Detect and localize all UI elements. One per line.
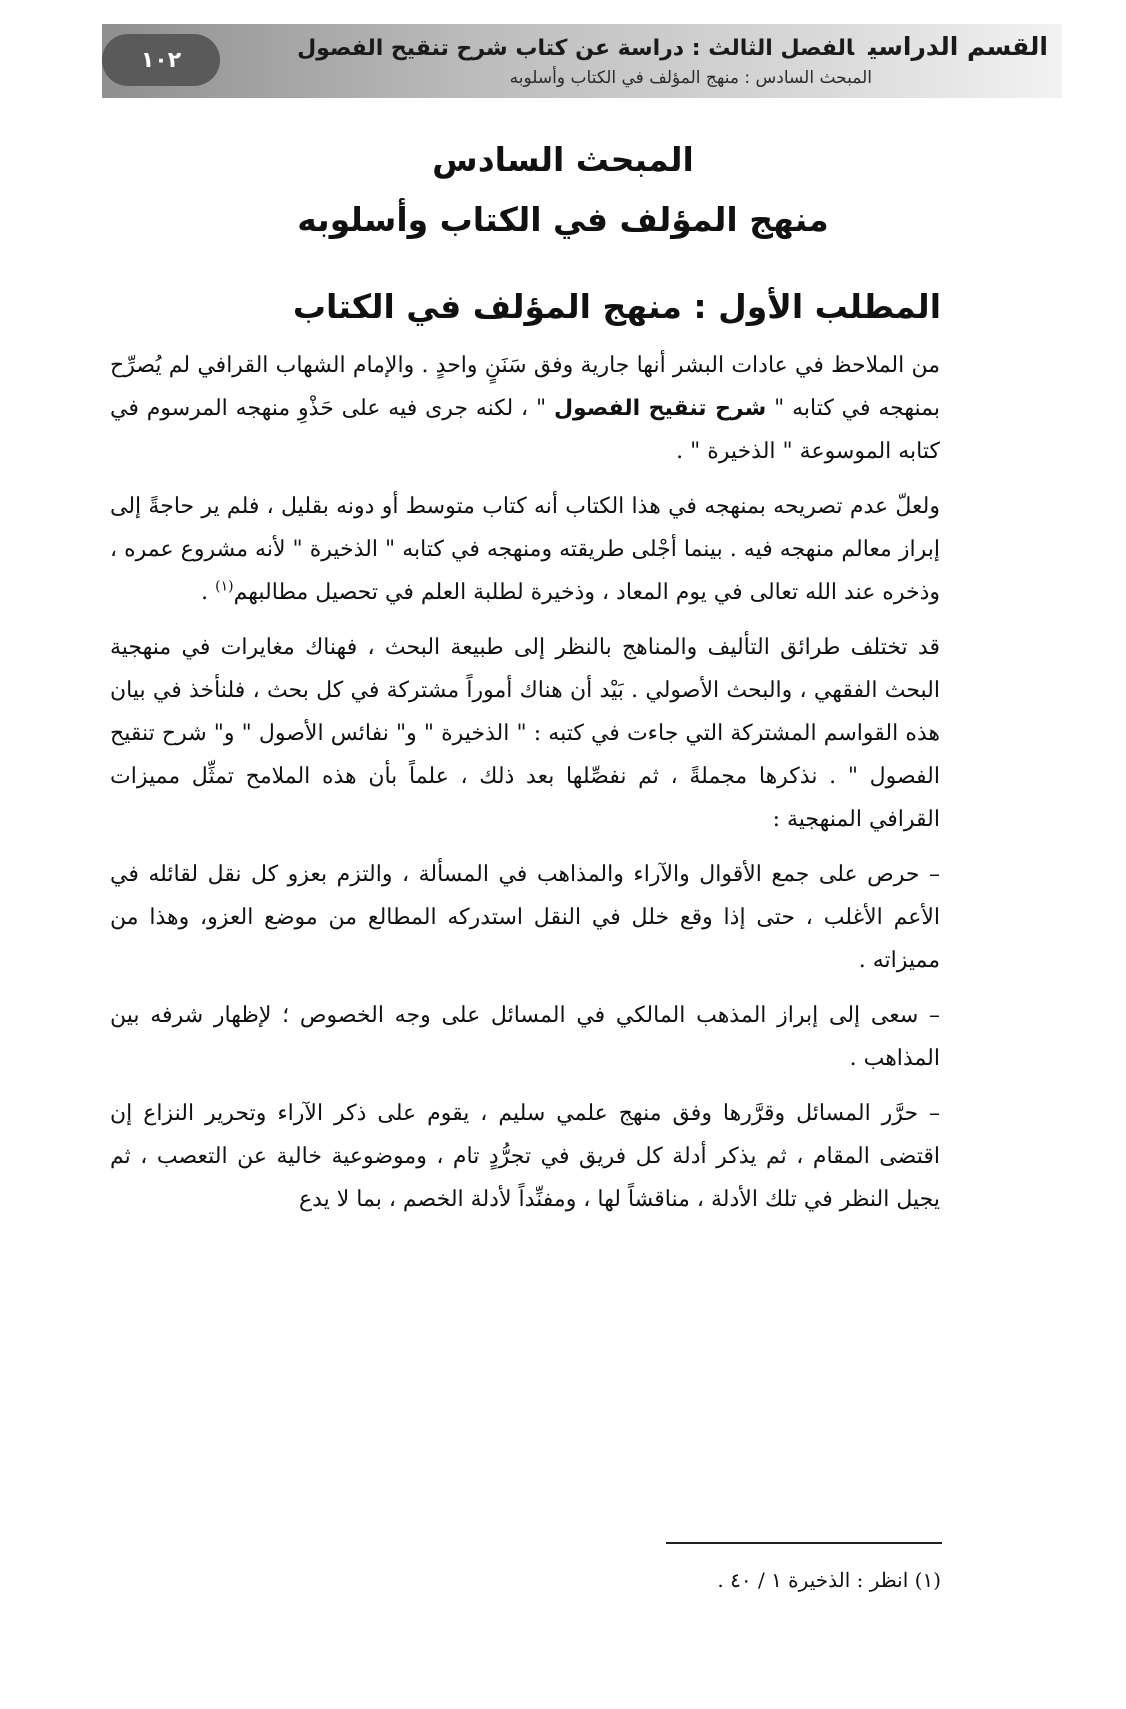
- running-header: [102, 24, 1062, 98]
- footnote-divider: [666, 1542, 942, 1544]
- bullet-item-1: – حرص على جمع الأقوال والآراء والمذاهب في المسألة ، والتزم بعزو كل نقل لقائله في الأعم الأغلب ، حتى إذا وقع خلل في النقل استدركه المطالع من موضع العزو، وهذا من مميزاته .: [110, 862, 940, 973]
- book-title-emphasis: شرح تنقيح الفصول: [553, 396, 767, 421]
- section-heading: المطلب الأول : منهج المؤلف في الكتاب: [292, 287, 941, 326]
- paragraph-3: قد تختلف طرائق التأليف والمناهج بالنظر إلى طبيعة البحث ، فهناك مغايرات في منهجية البحث الفقهي ، والبحث الأصولي . بَيْد أن هناك أموراً مشتركة في كل بحث ، فلنأخذ في بيان هذه القواسم المشتركة التي جاءت في كتبه : " الذخيرة " و" نفائس الأصول " و" شرح تنقيح الفصول " . نذكرها مجملةً ، ثم نفصِّلها بعد ذلك ، علماً بأن هذه الملامح تمثِّل مميزات القرافي المنهجية :: [110, 635, 940, 832]
- paragraph-2-text-b: .: [201, 580, 216, 605]
- chapter-title: المبحث السادس: [432, 140, 694, 179]
- paragraph-2-text-a: ولعلّ عدم تصريحه بمنهجه في هذا الكتاب أنه كتاب متوسط أو دونه بقليل ، فلم ير حاجةً إلى إبراز معالم منهجه فيه . بينما أجْلى طريقته ومنهجه في كتابه " الذخيرة " لأنه مشروع عمره ، وذخره عند الله تعالى في يوم المعاد ، وذخيرة لطلبة العلم في تحصيل مطالبهم: [110, 494, 940, 605]
- header-section: القسم الدراسي: [868, 32, 1048, 61]
- paragraph-1-text-a: من الملاحظ في عادات البشر أنها جارية وفق سَنَنٍ واحدٍ . والإمام الشهاب القرافي لم يُصرِّح بمنهجه في كتابه ": [110, 353, 940, 421]
- header-title-line: [297, 32, 1048, 61]
- paragraph-1: [110, 344, 940, 473]
- bullet-item-2: – سعى إلى إبراز المذهب المالكي في المسائل على وجه الخصوص ؛ لإظهار شرفه بين المذاهب .: [110, 1003, 940, 1071]
- header-chapter: الفصل الثالث : دراسة عن كتاب شرح تنقيح الفصول: [297, 36, 855, 61]
- chapter-subtitle: منهج المؤلف في الكتاب وأسلوبه: [297, 200, 829, 239]
- footnote: (١) انظر : الذخيرة ١ / ٤٠ .: [717, 1568, 941, 1592]
- page-number-badge: ١٠٢: [102, 34, 220, 86]
- footnote-marker: (١): [215, 578, 234, 595]
- header-subsection: المبحث السادس : منهج المؤلف في الكتاب وأسلوبه: [509, 68, 872, 88]
- bullet-item-3: – حرَّر المسائل وقرَّرها وفق منهج علمي سليم ، يقوم على ذكر الآراء وتحرير النزاع إن اقتضى المقام ، ثم يذكر أدلة كل فريق في تجرُّدٍ تام ، وموضوعية خالية عن التعصب ، ثم يجيل النظر في تلك الأدلة ، مناقشاً لها ، ومفنِّداً لأدلة الخصم ، بما لا يدع: [110, 1101, 941, 1212]
- paragraph-2: [110, 485, 940, 614]
- body-text: [110, 344, 940, 1233]
- paragraph-1-text-b: " ، لكنه جرى فيه على حَذْوِ منهجه المرسوم في كتابه الموسوعة " الذخيرة " .: [110, 396, 940, 464]
